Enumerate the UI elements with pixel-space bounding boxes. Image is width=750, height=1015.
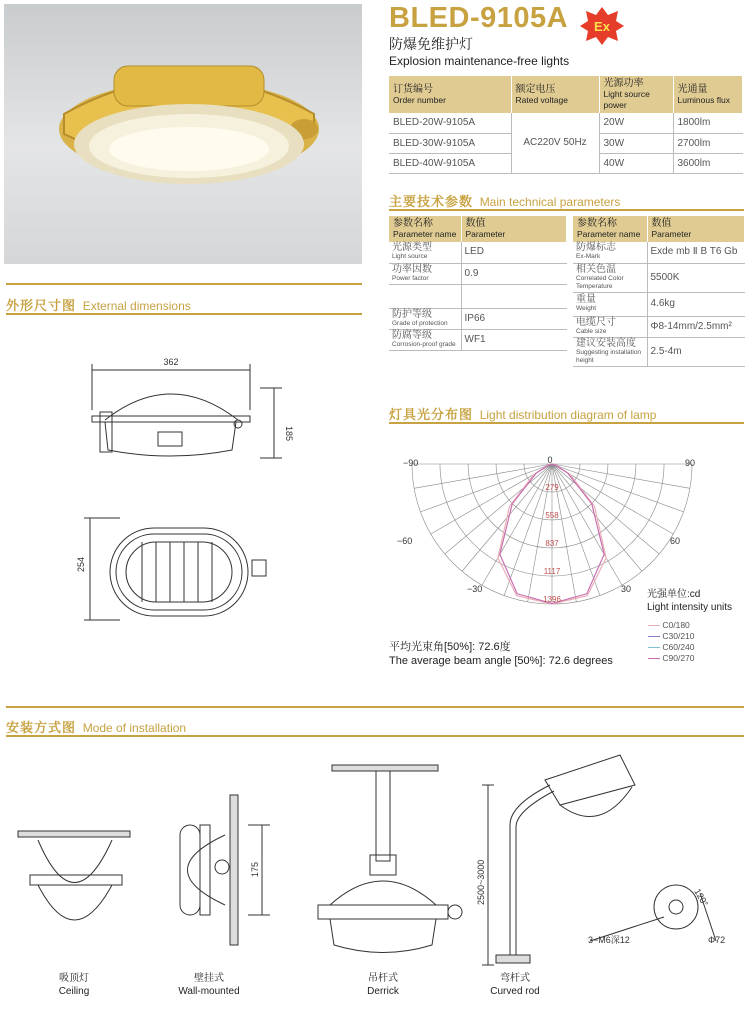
dim-rule-top [6,283,362,285]
tech-rule [389,209,744,211]
angle-label: 120° [692,887,711,909]
tech-section-title: 主要技术参数 Main technical parameters [389,194,621,209]
subtitle-en: Explosion maintenance-free lights [389,54,570,68]
legend-item: C0/180 [648,620,695,631]
rod-dim: 2500~3000 [476,859,486,905]
phi-label: Φ72 [708,935,726,945]
install-rule [6,735,744,737]
tech-table-left: 参数名称 Parameter name 数值 Parameter 光源类型 Light source LED 功率因数 Power factor 0.9 防护等级 Grade of protection IP66 防腐等级 Corrosion-proof grade WF1 [389,216,567,351]
voltage-cell: AC220V 50Hz [511,113,599,173]
caption-curved: 弯杆式 Curved rod [490,973,540,997]
flux-header: 光通量 Luminous flux [673,76,743,113]
dim-width: 362 [163,357,179,367]
table-row: 防爆标志 Ex-Mark Exde mb Ⅱ B T6 Gb [573,242,745,263]
ring-label: 837 [545,538,559,548]
table-row: 电缆尺寸 Cable size Φ8-14mm/2.5mm² [573,316,745,337]
ex-badge-text: Ex [594,19,610,34]
legend-item: C30/210 [648,631,695,642]
hole-label: 3−M6深12 [588,935,630,945]
beam-angle: 平均光束角[50%]: 72.6度 The average beam angle [50%]: 72.6 degrees [389,641,613,667]
dist-rule [389,422,744,424]
table-row: 防腐等级 Corrosion-proof grade WF1 [389,329,567,350]
caption-derrick: 吊杆式 Derrick [367,973,399,997]
caption-wall: 壁挂式 Wall-mounted [178,973,240,997]
ring-label: 1117 [543,567,561,577]
table-row: 功率因数 Power factor 0.9 [389,263,567,284]
subtitle-cn: 防爆免维护灯 [389,36,473,52]
legend-item: C60/240 [648,642,695,653]
ring-label: 279 [545,482,559,492]
dist-section-title: 灯具光分布图 Light distribution diagram of lamp [389,407,657,422]
angle-label: −90 [403,458,419,468]
dim-rule [6,313,362,315]
table-row: 防护等级 Grade of protection IP66 [389,308,567,329]
wall-dim: 175 [250,861,260,877]
installation-drawings [0,745,750,970]
angle-label: 30 [621,584,632,594]
ring-label: 558 [545,510,559,520]
polar-unit: 光强单位:cd Light intensity units [647,589,733,613]
table-row: BLED-30W-9105A 30W 2700lm [389,133,743,153]
legend-item: C90/270 [648,653,695,664]
table-row: 光源类型 Light source LED [389,242,567,263]
product-photo [4,4,362,264]
table-row: 建议安装高度 Suggesting installation height 2.5-4m [573,337,745,366]
table-row: 重量 Weight 4.6kg [573,292,745,316]
angle-label: −60 [397,536,413,546]
product-title: BLED-9105A [389,2,569,34]
angle-label: 60 [670,536,681,546]
tech-table-right: 参数名称 Parameter name 数值 Parameter 防爆标志 Ex-Mark Exde mb Ⅱ B T6 Gb 相关色温 Correlated Color Temperature 5500K 重量 Weight 4.6kg 电缆尺寸 Cable size Φ8-14mm/2.5mm² 建议安装高度 Suggesting installation height 2.5-4m [573,216,745,367]
install-rule-top [6,706,744,708]
voltage-header: 额定电压 Rated voltage [511,76,599,113]
install-section-title: 安装方式图 Mode of installation [6,720,187,735]
angle-label: 90 [685,458,696,468]
angle-label: 0 [547,455,553,465]
order-header: 订货编号 Order number [389,76,511,113]
power-header: 光源功率 Light source power [599,76,673,113]
polar-legend [648,620,695,664]
table-row [389,284,567,308]
angle-label: −30 [467,584,483,594]
ex-badge [580,6,624,46]
caption-ceiling: 吸顶灯 Ceiling [58,973,90,997]
table-row: BLED-40W-9105A 40W 3600lm [389,153,743,173]
dim-section-title: 外形尺寸图 External dimensions [6,298,191,313]
table-row: 相关色温 Correlated Color Temperature 5500K [573,263,745,292]
order-table [389,76,743,174]
ring-label: 1396 [543,595,561,604]
dim-height: 185 [284,426,294,442]
table-row: BLED-20W-9105A AC220V 50Hz 20W 1800lm [389,113,743,133]
dim-depth: 254 [76,556,86,572]
dimension-drawings [60,350,300,630]
